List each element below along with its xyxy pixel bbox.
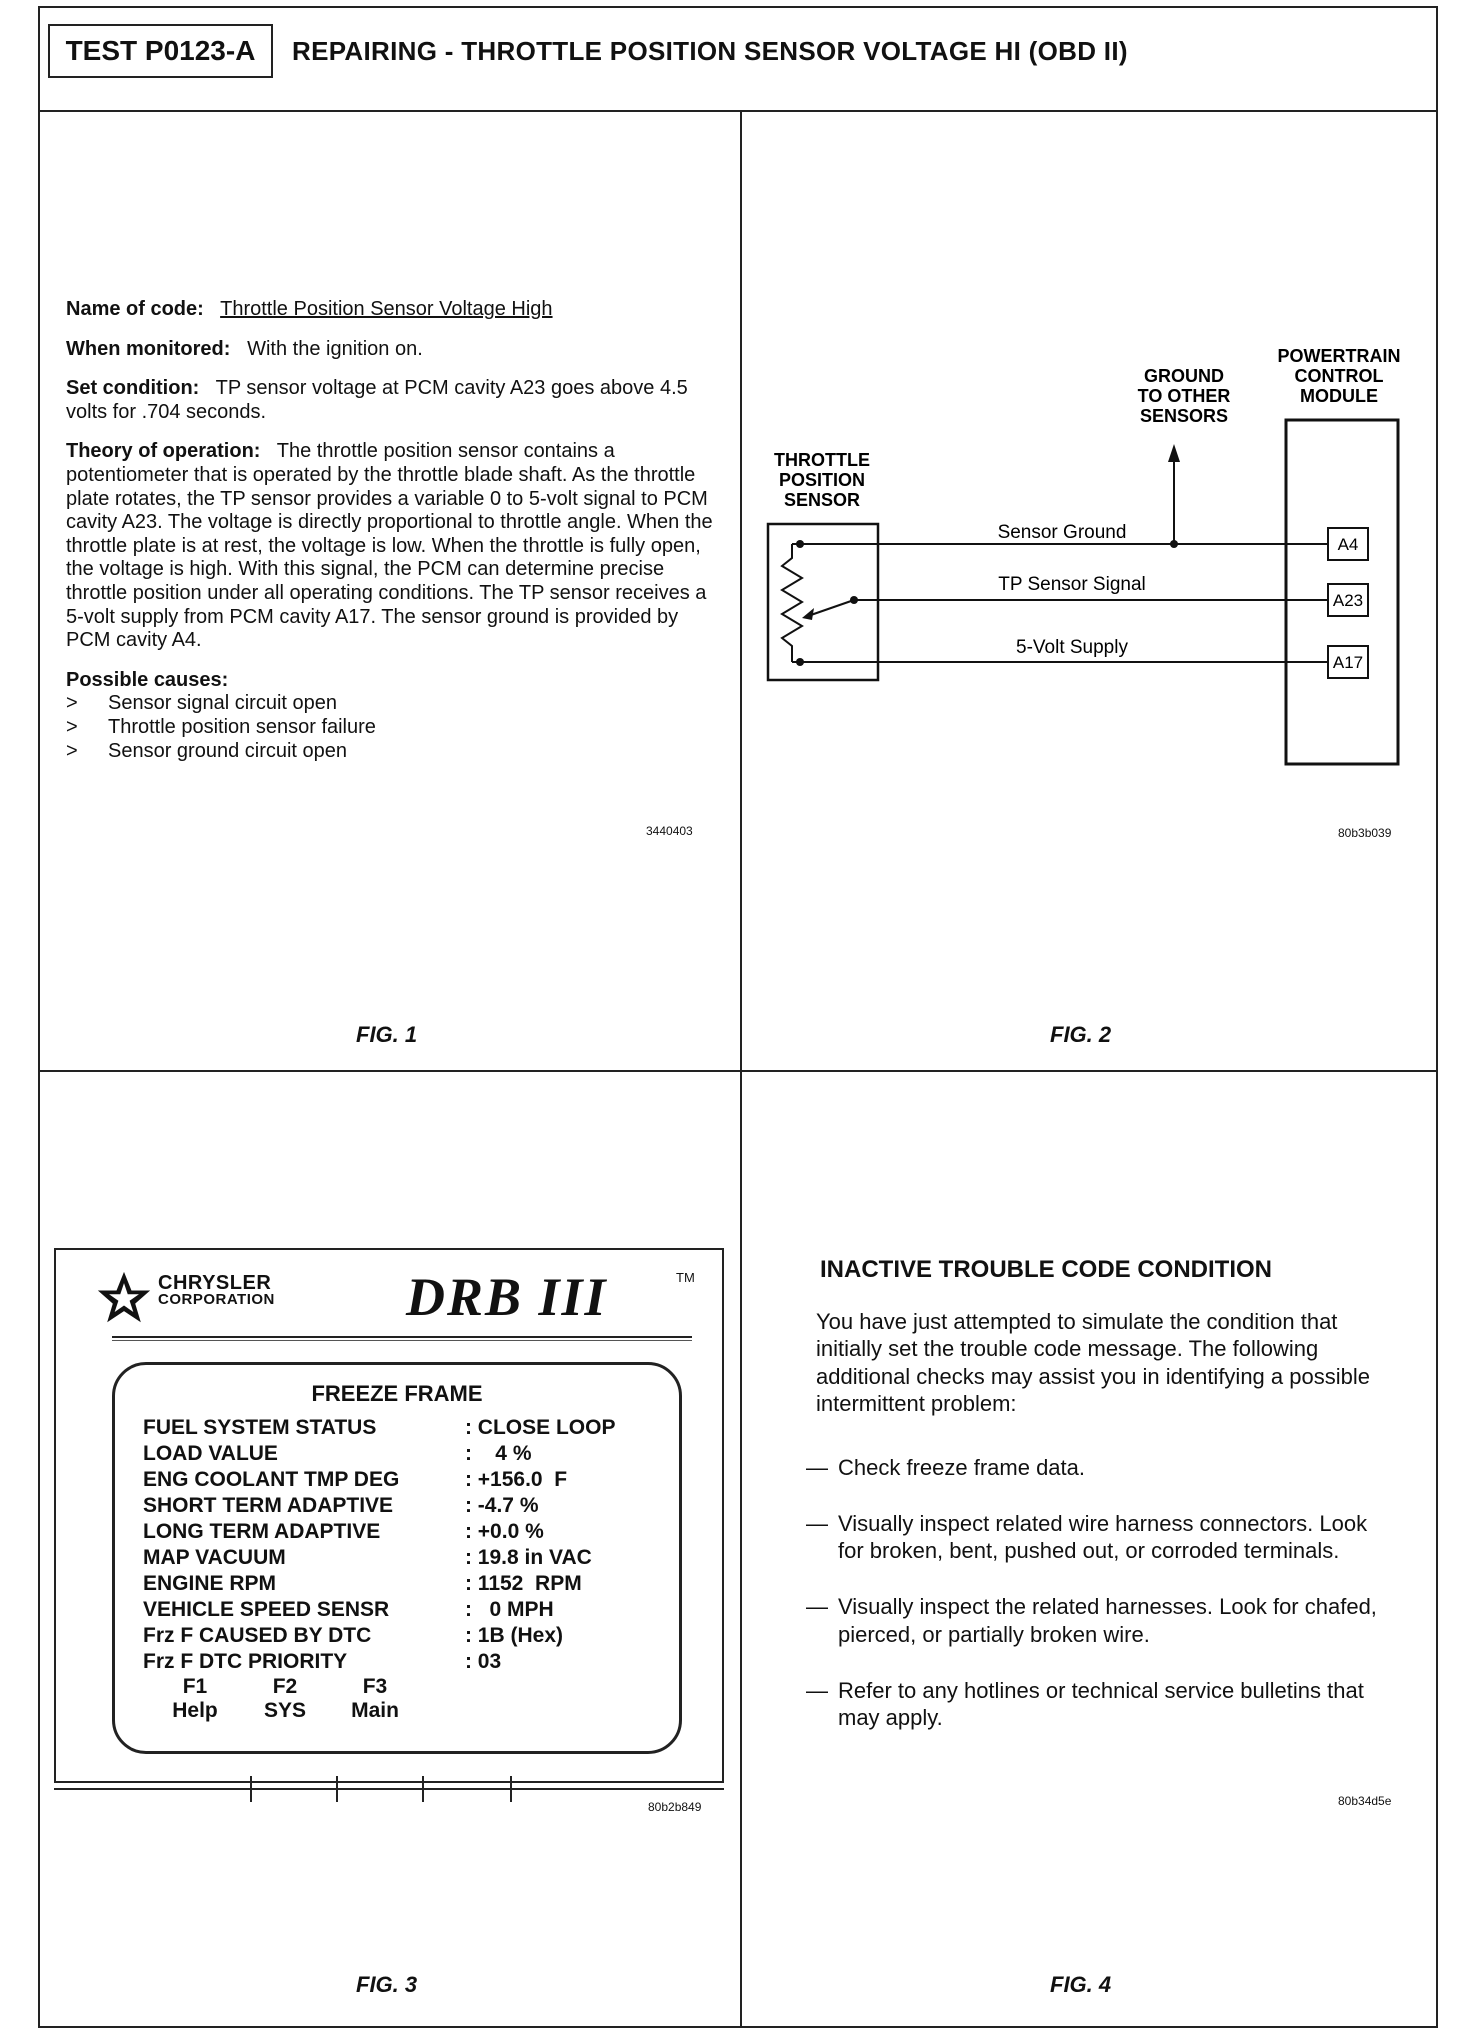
ground-label-line: GROUND bbox=[1144, 366, 1224, 386]
wire-label: 5-Volt Supply bbox=[1016, 637, 1128, 658]
table-row: ENG COOLANT TMP DEG : +156.0 F bbox=[143, 1468, 568, 1491]
theory-para bbox=[66, 440, 726, 652]
fig4-intro: You have just attempted to simulate the condition that initially set the trouble code message. The following additional checks may assist you in identifying a possible intermittent problem: bbox=[816, 1309, 1370, 1416]
fig4-id: 80b34d5e bbox=[1338, 1794, 1392, 1808]
list-item bbox=[806, 1593, 1386, 1648]
pcm-label-line: MODULE bbox=[1300, 386, 1378, 406]
page-title: REPAIRING - THROTTLE POSITION SENSOR VOLTAGE HI (OBD II) bbox=[292, 36, 1128, 66]
wire-label: Sensor Ground bbox=[997, 522, 1127, 543]
key-tick bbox=[336, 1776, 338, 1802]
brand-line: CHRYSLER bbox=[158, 1272, 272, 1294]
fig2-id: 80b3b039 bbox=[1338, 826, 1392, 840]
chrysler-brand bbox=[158, 1274, 275, 1307]
list-item bbox=[806, 1510, 1386, 1565]
monitored-para bbox=[66, 338, 726, 362]
function-keys bbox=[155, 1675, 415, 1723]
list-item bbox=[806, 1454, 1386, 1482]
cause-item bbox=[66, 692, 726, 716]
fig1-text bbox=[66, 298, 726, 763]
dash-bullet: — bbox=[806, 1455, 828, 1480]
table-row: ENGINE RPM : 1152 RPM bbox=[143, 1572, 582, 1595]
freeze-frame-table bbox=[143, 1415, 673, 1675]
drb-baseline bbox=[54, 1788, 724, 1790]
monitored-value: With the ignition on. bbox=[247, 337, 423, 360]
set-condition-value: TP sensor voltage at PCM cavity A23 goes above 4.5 volts for .704 seconds. bbox=[66, 377, 688, 423]
pcm-label-line: POWERTRAIN bbox=[1277, 346, 1401, 366]
wire-label: TP Sensor Signal bbox=[998, 574, 1146, 595]
cause-text: Sensor ground circuit open bbox=[108, 739, 348, 762]
table-row: Frz F DTC PRIORITY : 03 bbox=[143, 1650, 502, 1673]
fig4-panel bbox=[742, 8, 1440, 2028]
sensor-label-line: THROTTLE bbox=[774, 450, 870, 470]
theory-value: The throttle position sensor contains a potentiometer that is operated by the throttle blade shaft. As the throttle plate rotates, the TP sensor provides a variable 0 to 5-volt signal to PCM cavity A23. The voltage is directly proportional to throttle angle. When the throttle plate is at rest, the voltage is low. When the throttle is fully open, the voltage is high. With this signal, the PCM can determine precise throttle position under all operating conditions. The TP sensor receives a 5-volt supply from PCM cavity A17. The sensor ground is provided by PCM cavity A4. bbox=[66, 440, 713, 652]
fig4-title: INACTIVE TROUBLE CODE CONDITION bbox=[820, 1256, 1273, 1283]
fig3-caption: FIG. 3 bbox=[356, 1972, 418, 1997]
fig1-id: 3440403 bbox=[646, 824, 693, 838]
cause-text: Sensor signal circuit open bbox=[108, 692, 338, 715]
screen-title: FREEZE FRAME bbox=[311, 1381, 483, 1406]
ground-label-line: TO OTHER bbox=[1137, 386, 1231, 406]
table-row: FUEL SYSTEM STATUS : CLOSE LOOP bbox=[143, 1416, 616, 1439]
test-id-box: TEST P0123-A bbox=[48, 24, 273, 78]
table-row: VEHICLE SPEED SENSR : 0 MPH bbox=[143, 1598, 554, 1621]
f1-help-key[interactable]: F1 Help bbox=[172, 1675, 218, 1722]
sensor-label-line: SENSOR bbox=[783, 490, 861, 510]
service-manual-page bbox=[38, 6, 1438, 2028]
fig4-caption: FIG. 4 bbox=[1050, 1972, 1112, 1997]
bullet-arrow-icon: > bbox=[66, 739, 78, 762]
table-row: MAP VACUUM : 19.8 in VAC bbox=[143, 1546, 592, 1569]
fig3-id: 80b2b849 bbox=[648, 1800, 702, 1814]
fig2-caption: FIG. 2 bbox=[1050, 1022, 1112, 1047]
table-row: SHORT TERM ADAPTIVE : -4.7 % bbox=[143, 1494, 539, 1517]
trademark: TM bbox=[676, 1270, 695, 1285]
pin-label: A23 bbox=[1332, 591, 1364, 610]
pin-label: A4 bbox=[1337, 535, 1359, 554]
ground-label-line: SENSORS bbox=[1139, 406, 1229, 426]
causes-label: Possible causes: bbox=[66, 668, 229, 691]
monitored-label: When monitored: bbox=[66, 337, 231, 360]
cause-item bbox=[66, 716, 726, 740]
key-tick bbox=[422, 1776, 424, 1802]
list-item-text: Visually inspect related wire harness connectors. Look for broken, bent, pushed out, or corroded terminals. bbox=[838, 1510, 1368, 1564]
drb-title: DRB III bbox=[406, 1267, 608, 1327]
brand-line: CORPORATION bbox=[158, 1291, 275, 1308]
code-name-label: Name of code: bbox=[66, 298, 204, 320]
set-condition-para bbox=[66, 377, 726, 424]
cause-item bbox=[66, 740, 726, 764]
fig4-checklist bbox=[806, 1454, 1386, 1760]
bullet-arrow-icon: > bbox=[66, 715, 78, 738]
table-row: Frz F CAUSED BY DTC : 1B (Hex) bbox=[143, 1624, 563, 1647]
key-tick bbox=[510, 1776, 512, 1802]
set-condition-label: Set condition: bbox=[66, 377, 200, 400]
code-name-para bbox=[66, 298, 726, 322]
dash-bullet: — bbox=[806, 1510, 828, 1536]
pcm-label-line: CONTROL bbox=[1294, 366, 1384, 386]
freeze-frame-screen bbox=[112, 1362, 682, 1754]
list-item bbox=[806, 1677, 1386, 1732]
list-item-text: Refer to any hotlines or technical service bulletins that may apply. bbox=[838, 1677, 1364, 1731]
pin-label: A17 bbox=[1332, 653, 1364, 672]
fig1-caption: FIG. 1 bbox=[356, 1022, 418, 1047]
code-name-value: Throttle Position Sensor Voltage High bbox=[220, 298, 553, 320]
theory-label: Theory of operation: bbox=[66, 440, 261, 463]
list-item-text: Check freeze frame data. bbox=[838, 1455, 1086, 1480]
f3-main-key[interactable]: F3 Main bbox=[351, 1675, 399, 1722]
chrysler-pentastar-icon bbox=[96, 1270, 152, 1326]
drb-screen-frame bbox=[54, 1248, 724, 1783]
dash-bullet: — bbox=[806, 1594, 828, 1620]
cause-text: Throttle position sensor failure bbox=[108, 715, 376, 738]
list-item-text: Visually inspect the related harnesses. Look for chafed, pierced, or partially broken wire. bbox=[838, 1594, 1377, 1647]
sensor-label-line: POSITION bbox=[778, 470, 866, 490]
table-row: LONG TERM ADAPTIVE : +0.0 % bbox=[143, 1520, 544, 1543]
key-tick bbox=[250, 1776, 252, 1802]
dash-bullet: — bbox=[806, 1677, 828, 1703]
table-row: LOAD VALUE : 4 % bbox=[143, 1442, 532, 1465]
f2-sys-key[interactable]: F2 SYS bbox=[263, 1675, 307, 1722]
causes-section bbox=[66, 669, 726, 763]
bullet-arrow-icon: > bbox=[66, 692, 78, 715]
drb-header bbox=[96, 1264, 696, 1327]
